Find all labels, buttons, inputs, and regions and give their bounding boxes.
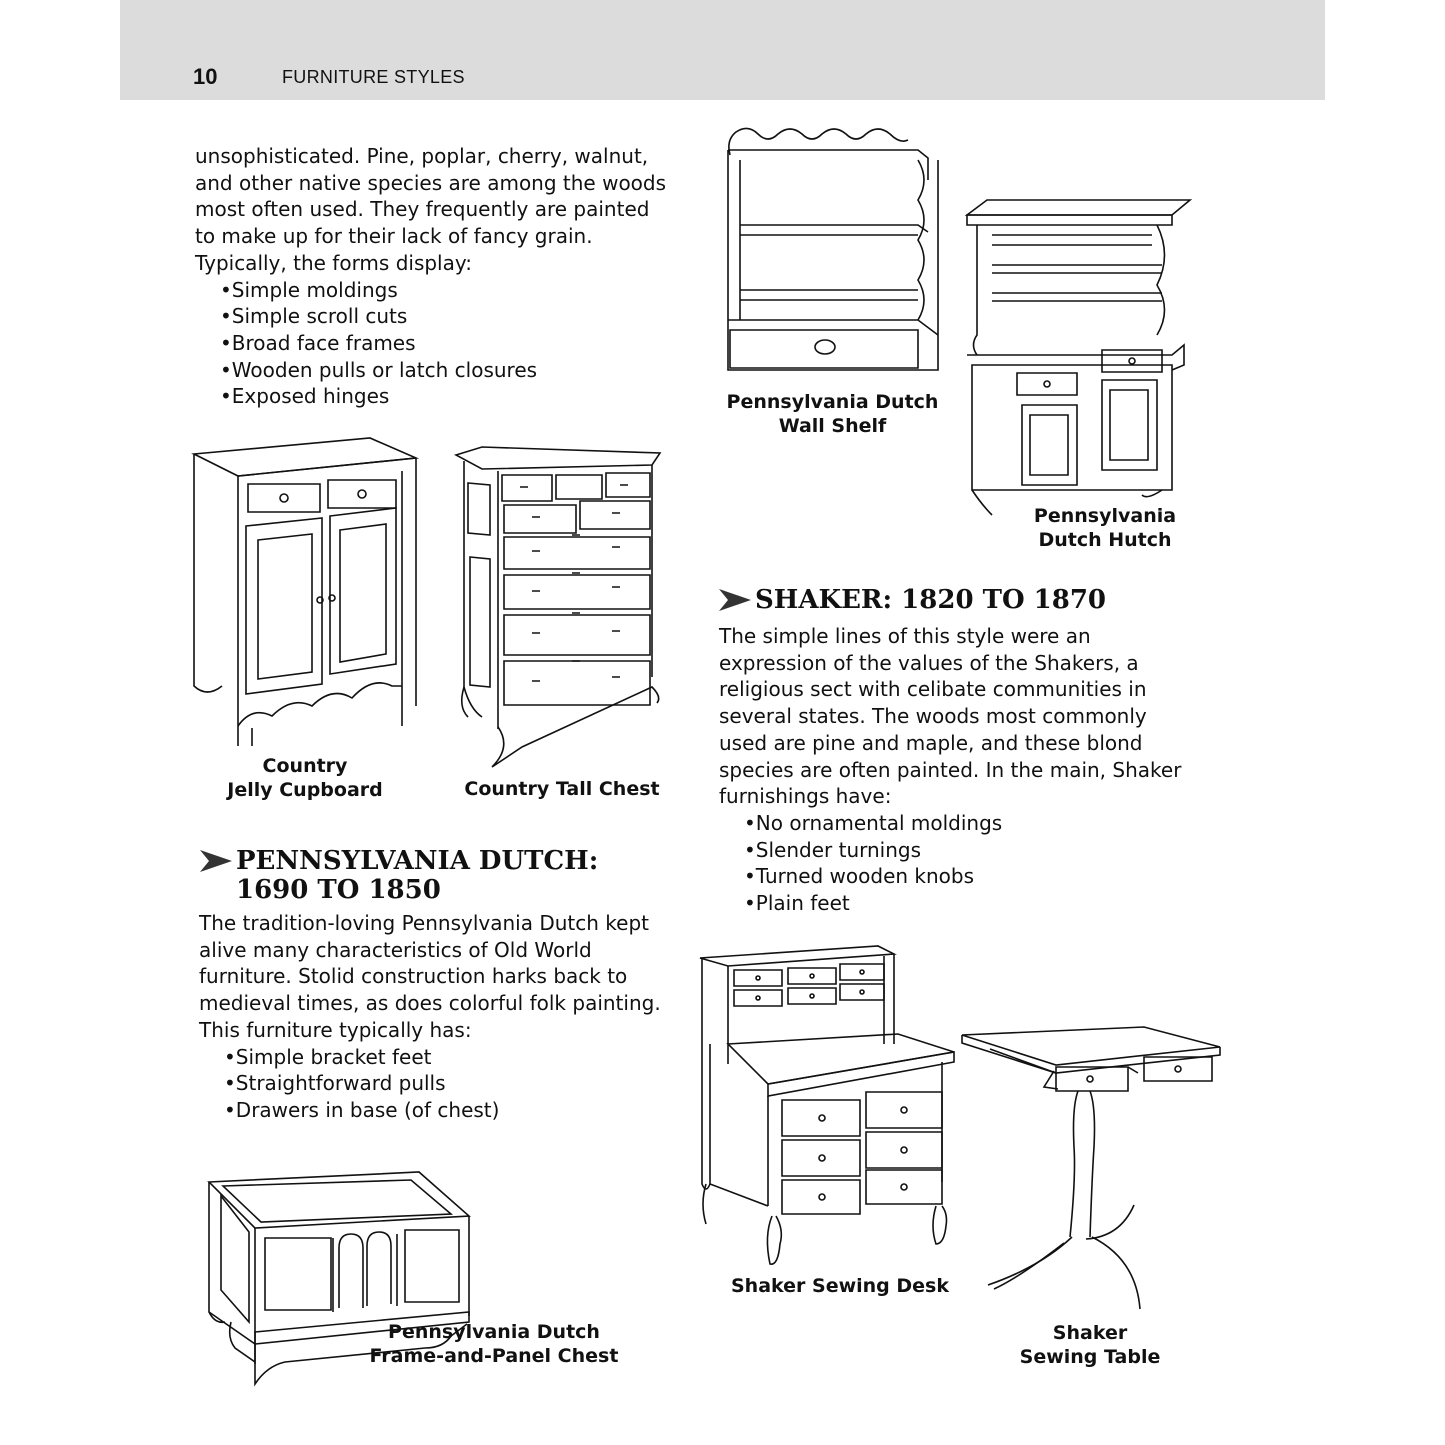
- bullet-item: • Exposed hinges: [220, 383, 675, 410]
- hutch-caption: [1020, 504, 1190, 552]
- country-intro-line: Typically, the forms display:: [195, 250, 472, 275]
- caption-line: Frame-and-Panel Chest: [369, 1345, 619, 1367]
- jelly-cupboard-illustration: [192, 436, 418, 750]
- bullet-item: • Drawers in base (of chest): [224, 1097, 679, 1124]
- shaker-line: expression of the values of the Shakers, a: [719, 650, 1139, 675]
- shaker-line: species are often painted. In the main, Shaker: [719, 757, 1182, 782]
- pa-dutch-line: alive many characteristics of Old World: [199, 937, 592, 962]
- bullet-item: • Slender turnings: [744, 837, 1199, 864]
- bullet-item: • Turned wooden knobs: [744, 863, 1199, 890]
- wall-shelf-caption: [720, 390, 945, 438]
- bullet-item: • No ornamental moldings: [744, 810, 1199, 837]
- hutch-illustration: [962, 195, 1192, 520]
- shaker-text: [719, 623, 1199, 917]
- shaker-line: used are pine and maple, and these blond: [719, 730, 1143, 755]
- tall-chest-illustration: [452, 447, 664, 769]
- country-intro-text: [195, 143, 675, 410]
- page-number: 10: [193, 64, 218, 89]
- bullet-item: • Simple moldings: [220, 277, 675, 304]
- pa-dutch-line: This furniture typically has:: [199, 1017, 472, 1042]
- bullet-item: • Plain feet: [744, 890, 1199, 917]
- pa-dutch-line: medieval times, as does colorful folk painting.: [199, 991, 661, 1016]
- country-intro-line: unsophisticated. Pine, poplar, cherry, walnut,: [195, 144, 649, 168]
- caption-line: Country: [262, 755, 348, 777]
- running-head: FURNITURE STYLES: [282, 67, 465, 87]
- bullet-item: • Straightforward pulls: [224, 1070, 679, 1097]
- pa-dutch-line: furniture. Stolid construction harks back to: [199, 964, 628, 989]
- caption-line: Wall Shelf: [778, 415, 887, 437]
- caption-line: Shaker Sewing Desk: [730, 1275, 949, 1297]
- caption-line: Shaker: [1052, 1322, 1128, 1344]
- shaker-line: religious sect with celibate communities in: [719, 677, 1147, 702]
- pa-dutch-heading-line: 1690 TO 1850: [236, 875, 441, 905]
- caption-line: Pennsylvania Dutch: [388, 1321, 600, 1343]
- shaker-line: furnishings have:: [719, 784, 892, 809]
- shaker-line: The simple lines of this style were an: [719, 624, 1091, 648]
- arrow-bullet-icon: [200, 850, 232, 872]
- wall-shelf-illustration: [718, 120, 943, 375]
- shaker-heading: [755, 586, 1106, 615]
- bullet-item: • Simple bracket feet: [224, 1044, 679, 1071]
- bullet-item: • Simple scroll cuts: [220, 303, 675, 330]
- panel-chest-caption: [365, 1320, 623, 1368]
- shaker-bullet-list: [719, 810, 1199, 917]
- country-intro-line: to make up for their lack of fancy grain.: [195, 224, 593, 249]
- shaker-line: several states. The woods most commonly: [719, 704, 1147, 729]
- caption-line: Pennsylvania Dutch: [726, 391, 939, 413]
- pa-dutch-heading-line: PENNSYLVANIA DUTCH:: [236, 846, 599, 876]
- country-intro-line: most often used. They frequently are painted: [195, 197, 650, 222]
- caption-line: Pennsylvania: [1033, 505, 1177, 527]
- pa-dutch-bullet-list: [199, 1044, 679, 1124]
- bullet-item: • Broad face frames: [220, 330, 675, 357]
- pa-dutch-text: [199, 910, 679, 1124]
- caption-line: Dutch Hutch: [1038, 529, 1172, 551]
- caption-line: Sewing Table: [1019, 1346, 1161, 1368]
- pa-dutch-line: The tradition-loving Pennsylvania Dutch kept: [199, 911, 649, 935]
- caption-line: Jelly Cupboard: [227, 779, 383, 801]
- country-intro-line: and other native species are among the woods: [195, 170, 667, 195]
- shaker-heading-text: SHAKER: 1820 TO 1870: [755, 585, 1107, 615]
- sewing-table-illustration: [960, 1027, 1222, 1317]
- caption-line: Country Tall Chest: [464, 778, 660, 800]
- arrow-bullet-icon: [719, 589, 751, 611]
- sewing-desk-caption: [720, 1274, 960, 1298]
- tall-chest-caption: [452, 777, 672, 801]
- pa-dutch-heading: [236, 847, 598, 905]
- sewing-table-caption: [1000, 1321, 1180, 1369]
- bullet-item: • Wooden pulls or latch closures: [220, 357, 675, 384]
- jelly-cupboard-caption: [205, 754, 405, 802]
- country-bullet-list: [195, 277, 675, 411]
- sewing-desk-illustration: [698, 944, 958, 1269]
